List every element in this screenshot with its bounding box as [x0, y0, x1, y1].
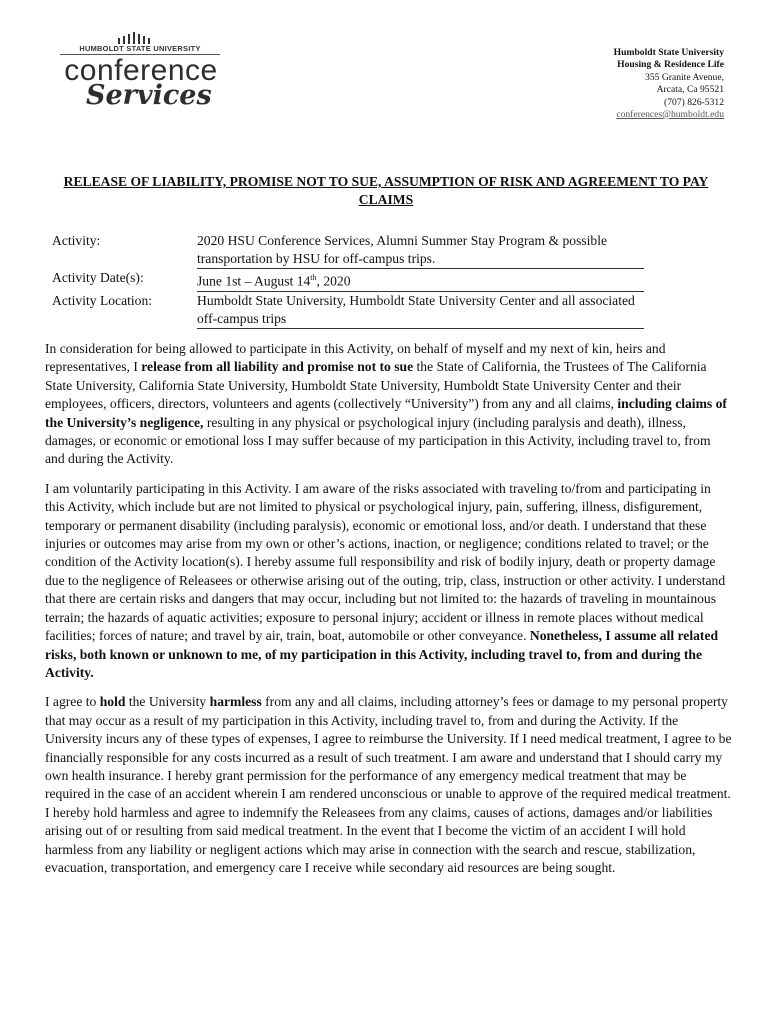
- address-email-link[interactable]: conferences@humboldt.edu: [616, 109, 724, 121]
- p3-text-a: I agree to: [45, 694, 100, 710]
- p1-text-a: In consideration for being allowed to participate in this Activity, on behalf of myself and my next of kin, heirs and representatives, I: [45, 341, 666, 375]
- address-street: 355 Granite Avenue,: [645, 71, 724, 83]
- logo-university-name: HUMBOLDT STATE UNIVERSITY: [79, 44, 201, 53]
- activity-location-value: Humboldt State University, Humboldt State University Center and all associated off-campus trips: [197, 292, 644, 329]
- activity-label: Activity:: [52, 233, 101, 248]
- activity-location-label: Activity Location:: [52, 292, 153, 308]
- paragraph-assumption-of-risk: [45, 480, 733, 682]
- p3-bold-hold: hold: [99, 694, 126, 710]
- activity-dates-row: [52, 269, 644, 292]
- logo-wordmark-services: Services: [86, 80, 212, 111]
- address-department: Housing & Residence Life: [617, 59, 724, 71]
- p3-text-c: the University: [125, 694, 210, 710]
- document-body: [45, 340, 733, 888]
- activity-dates-value: [197, 269, 644, 292]
- logo-wordmark-conference: conference: [64, 54, 218, 87]
- p1-bold-release: release from all liability and promise not to sue: [141, 359, 414, 375]
- address-university: Humboldt State University: [613, 47, 724, 58]
- p1-text-c: the State of California, the Trustees of The California State University, California State University, Humboldt State University, Humboldt State University Center and their employees, officers, directors, volunteers and agents (collectively “University”) from any and all claims,: [45, 359, 707, 412]
- p1-bold-negligence: including claims of the University’s negligence,: [45, 396, 727, 430]
- address-phone: (707) 826-5312: [664, 96, 724, 108]
- activity-dates-label: Activity Date(s):: [52, 270, 144, 285]
- logo-bars-icon: [116, 32, 156, 44]
- dates-superscript: th: [310, 273, 317, 282]
- activity-row: [52, 232, 644, 269]
- dates-start: June 1st – August 14: [197, 273, 311, 289]
- conference-services-logo: [56, 30, 224, 112]
- letterhead-address: [614, 47, 724, 121]
- p2-text-a: I am voluntarily participating in this Activity. I am aware of the risks associated with traveling to/from and participating in this Activity, which include but are not limited to physical or psychological injury, pain, suffering, illness, disfigurement, temporary or permanent disability (including paralysis), economic or emotional loss, and/or death. I understand that these injuries or outcomes may arise from my own or other’s actions, inaction, or negligence; conditions related to travel; or the condition of the Activity location(s). I hereby assume full responsibility and risk of bodily injury, death or property damage due to the negligence of Releasees or otherwise arising out of the outing, trip, class, instruction or other activity. I understand that there are certain risks and dangers that may occur, including but not limited to: the hazards of traveling in mountainous terrain; the hazards of aquatic activities; exposure to personal injury; accident or illness in remote places without medical facilities; forces of nature; and travel by air, train, boat, automobile or other conveyance.: [45, 480, 726, 644]
- p3-bold-harmless: harmless: [209, 694, 262, 710]
- paragraph-hold-harmless: [45, 693, 733, 877]
- dates-year: , 2020: [316, 273, 351, 289]
- p1-text-e: resulting in any physical or psychological injury (including paralysis and death), illness, damages, or economic or emotional loss I may suffer because of my participation in this Activity, including travel to, from and during the Activity.: [45, 414, 711, 467]
- activity-location-row: [52, 292, 644, 329]
- p3-text-e: from any and all claims, including attorney’s fees or damage to my personal property that may occur as a result of my participation in this Activity, including travel to, from and during the Activity. If the University incurs any of these types of expenses, I agree to reimburse the University. If I need medical treatment, I agree to be financially responsible for any costs incurred as a result of such treatment. I am aware and understand that I should carry my own health insurance. I hereby grant permission for the performance of any emergency medical treatment that may be required in the case of an accident wherein I am rendered unconscious or unable to approve of the required medical treatment. I hereby hold harmless and agree to indemnify the Releasees from any claims, causes of actions, damages and/or liabilities arising out of or resulting from said medical treatment. In the event that I become the victim of an accident I will hold harmless from any liability or negligent actions which may arise in connection with the search and rescue, stabilization, evacuation, transportation, and emergency care I receive while secondary aid resources are being sought.: [45, 694, 732, 875]
- document-title: RELEASE OF LIABILITY, PROMISE NOT TO SUE, ASSUMPTION OF RISK AND AGREEMENT TO PAY CLAIMS: [63, 174, 709, 207]
- address-city: Arcata, Ca 95521: [656, 84, 724, 96]
- paragraph-release: [45, 340, 733, 469]
- activity-value: 2020 HSU Conference Services, Alumni Summer Stay Program & possible transportation by HSU for off-campus trips.: [197, 232, 644, 269]
- activity-info: [52, 232, 644, 329]
- p2-bold-assume: Nonetheless, I assume all related risks, both known or unknown to me, of my participation in this Activity, including travel to, from and during the Activity.: [45, 628, 719, 680]
